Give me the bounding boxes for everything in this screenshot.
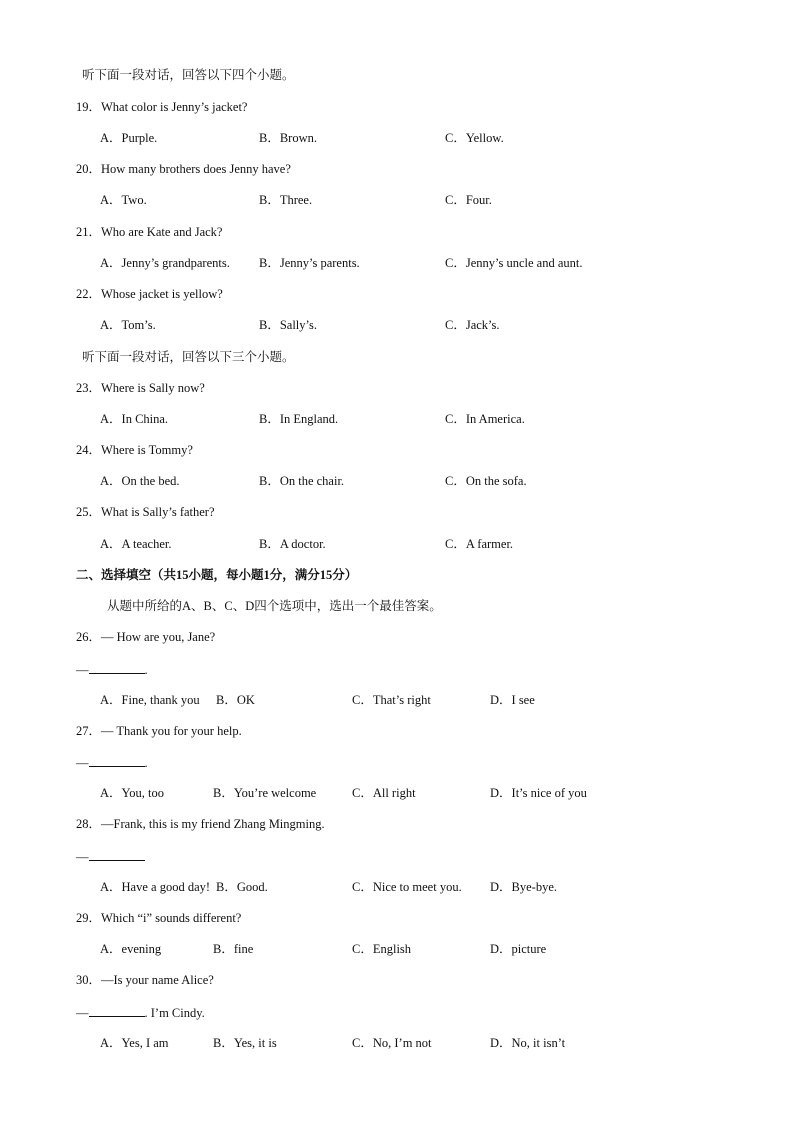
q23-option-b: B．In England. (259, 412, 339, 426)
q27-reply-suffix: . (144, 756, 148, 770)
q27-reply-line (76, 754, 148, 771)
q26-option-b: B．OK (216, 693, 255, 707)
q27-option-b: B．You’re welcome (213, 786, 317, 800)
q28-answer-blank[interactable] (89, 848, 145, 861)
q26-option-a: A．Fine, thank you (100, 693, 200, 707)
q29-option-b: B．fine (213, 942, 254, 956)
question-20: 20．How many brothers does Jenny have? (76, 162, 291, 176)
q23-option-c: C．In America. (445, 412, 525, 426)
question-19: 19．What color is Jenny’s jacket? (76, 100, 248, 114)
question-29: 29．Which “i” sounds different? (76, 911, 242, 925)
section-2-title: 二、选择填空（共15小题，每小题1分，满分15分） (76, 568, 358, 582)
q21-option-c: C．Jenny’s uncle and aunt. (445, 256, 583, 270)
q25-option-c: C．A farmer. (445, 537, 514, 551)
q28-reply-dash: — (76, 850, 89, 864)
q20-option-a: A．Two. (100, 193, 147, 207)
q24-option-a: A．On the bed. (100, 474, 180, 488)
q19-option-a: A．Purple. (100, 131, 158, 145)
q30-reply-dash: — (76, 1006, 89, 1020)
q26-reply-line (76, 661, 148, 678)
question-30: 30．—Is your name Alice? (76, 973, 214, 987)
q22-option-b: B．Sally’s. (259, 318, 317, 332)
q30-option-a: A．Yes, I am (100, 1036, 169, 1050)
q28-reply-line (76, 848, 145, 865)
q26-reply-suffix: . (144, 663, 148, 677)
q27-option-c: C．All right (352, 786, 416, 800)
q30-reply-suffix: . I’m Cindy. (144, 1006, 205, 1020)
q27-option-a: A．You, too (100, 786, 165, 800)
q30-answer-blank[interactable] (89, 1004, 145, 1017)
q22-option-a: A．Tom’s. (100, 318, 156, 332)
q23-option-a: A．In China. (100, 412, 169, 426)
question-27: 27．— Thank you for your help. (76, 724, 242, 738)
q24-option-b: B．On the chair. (259, 474, 345, 488)
q22-option-c: C．Jack’s. (445, 318, 500, 332)
q28-option-c: C．Nice to meet you. (352, 880, 462, 894)
q26-option-c: C．That’s right (352, 693, 431, 707)
q30-option-c: C．No, I’m not (352, 1036, 432, 1050)
question-23: 23．Where is Sally now? (76, 381, 205, 395)
q25-option-b: B．A doctor. (259, 537, 326, 551)
listening-instruction-2: 听下面一段对话，回答以下三个小题。 (82, 350, 295, 364)
q21-option-a: A．Jenny’s grandparents. (100, 256, 230, 270)
q26-answer-blank[interactable] (89, 661, 145, 674)
q30-reply-line (76, 1004, 205, 1021)
q24-option-c: C．On the sofa. (445, 474, 527, 488)
q19-option-c: C．Yellow. (445, 131, 504, 145)
question-21: 21．Who are Kate and Jack? (76, 225, 223, 239)
question-26: 26．— How are you, Jane? (76, 630, 216, 644)
q30-option-b: B．Yes, it is (213, 1036, 277, 1050)
q29-option-a: A．evening (100, 942, 162, 956)
q28-option-d: D．Bye-bye. (490, 880, 557, 894)
section-2-instruction: 从题中所给的A、B、C、D四个选项中，选出一个最佳答案。 (107, 599, 442, 613)
q27-option-d: D．It’s nice of you (490, 786, 587, 800)
q26-option-d: D．I see (490, 693, 535, 707)
q26-reply-dash: — (76, 663, 89, 677)
q27-reply-dash: — (76, 756, 89, 770)
q28-option-b: B．Good. (216, 880, 268, 894)
q29-option-d: D．picture (490, 942, 547, 956)
q20-option-b: B．Three. (259, 193, 313, 207)
listening-instruction-1: 听下面一段对话，回答以下四个小题。 (82, 68, 295, 82)
q27-answer-blank[interactable] (89, 754, 145, 767)
question-22: 22．Whose jacket is yellow? (76, 287, 223, 301)
q29-option-c: C．English (352, 942, 412, 956)
q25-option-a: A．A teacher. (100, 537, 172, 551)
q20-option-c: C．Four. (445, 193, 492, 207)
q28-option-a: A．Have a good day! (100, 880, 211, 894)
q30-option-d: D．No, it isn’t (490, 1036, 566, 1050)
q21-option-b: B．Jenny’s parents. (259, 256, 360, 270)
question-25: 25．What is Sally’s father? (76, 505, 215, 519)
question-24: 24．Where is Tommy? (76, 443, 193, 457)
q19-option-b: B．Brown. (259, 131, 317, 145)
question-28: 28．—Frank, this is my friend Zhang Mingming. (76, 817, 325, 831)
